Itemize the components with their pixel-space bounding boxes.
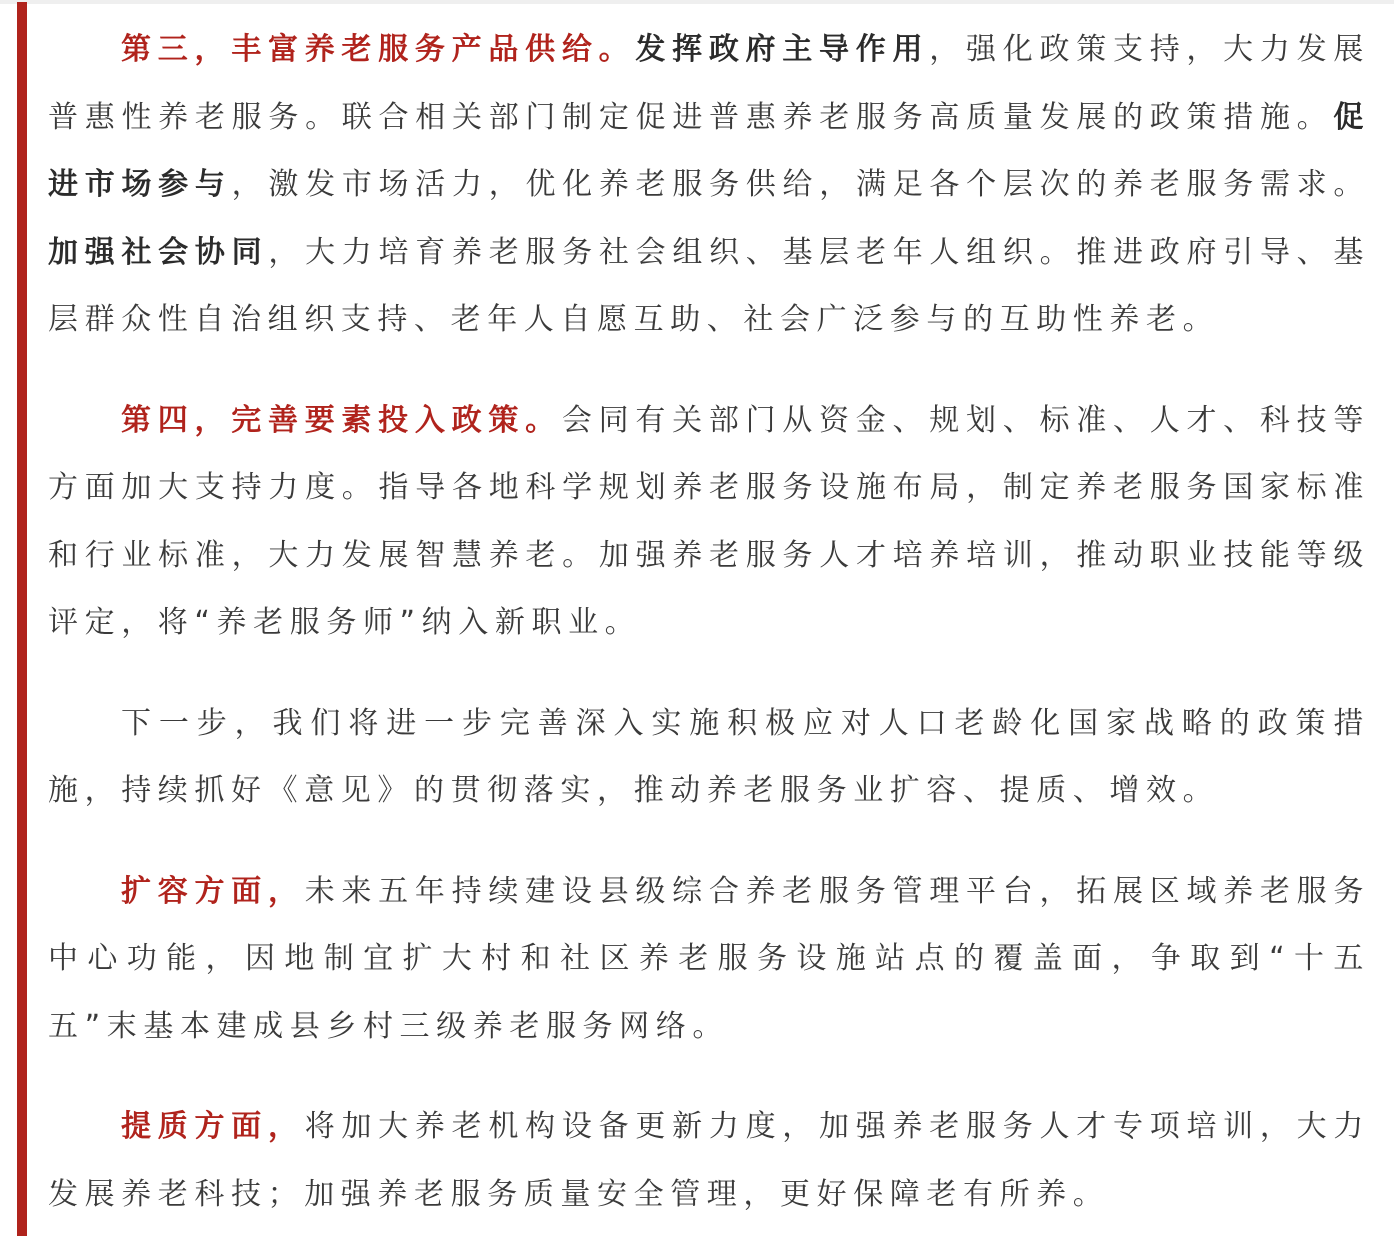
section-heading-third: 第三，丰富养老服务产品供给。 xyxy=(121,32,636,67)
emphasis-government-role: 发挥政府主导作用 xyxy=(635,32,930,67)
body-text: 下一步，我们将进一步完善深入实施积极应对人口老龄化国家战略的政策措施，持续抓好《意见》的贯彻落实，推动养老服务业扩容、提质、增效。 xyxy=(48,705,1370,808)
section-heading-fourth: 第四，完善要素投入政策。 xyxy=(121,402,562,438)
body-text: ，大力培育养老服务社会组织、基层老年人组织。推进政府引导、基层群众性自治组织支持、老年人自愿互助、社会广泛参与的互助性养老。 xyxy=(48,234,1370,337)
paragraph-fourth-inputs xyxy=(48,387,1370,657)
body-text: 未来五年持续建设县级综合养老服务管理平台，拓展区域养老服务中心功能，因地制宜扩大村和社区养老服务设施站点的覆盖面，争取到“十五五”末基本建成县乡村三级养老服务网络。 xyxy=(48,873,1370,1044)
paragraph-expansion xyxy=(48,858,1370,1061)
section-heading-quality: 提质方面， xyxy=(121,1109,305,1144)
top-divider-strip xyxy=(0,0,1394,4)
body-text: 会同有关部门从资金、规划、标准、人才、科技等方面加大支持力度。指导各地科学规划养老服务设施布局，制定养老服务国家标准和行业标准，大力发展智慧养老。加强养老服务人才培养培训，推动职业技能等级评定，将“养老服务师”纳入新职业。 xyxy=(48,402,1370,640)
section-heading-expansion: 扩容方面， xyxy=(121,873,305,909)
article-body xyxy=(48,16,1370,1228)
body-text: ，激发市场活力，优化养老服务供给，满足各个层次的养老服务需求。 xyxy=(231,167,1371,202)
paragraph-quality xyxy=(48,1093,1370,1228)
emphasis-market-participation: 促进市场参与 xyxy=(48,99,1370,202)
body-text: ，强化政策支持，大力发展普惠性养老服务。联合相关部门制定促进普惠养老服务高质量发展的政策措施。 xyxy=(48,32,1370,135)
paragraph-next-steps xyxy=(48,690,1370,825)
paragraph-third-supply xyxy=(48,16,1370,354)
body-text: 将加大养老机构设备更新力度，加强养老服务人才专项培训，大力发展养老科技；加强养老服务质量安全管理，更好保障老有所养。 xyxy=(48,1109,1370,1212)
quote-accent-bar xyxy=(17,2,27,1236)
emphasis-social-coordination: 加强社会协同 xyxy=(48,234,269,270)
